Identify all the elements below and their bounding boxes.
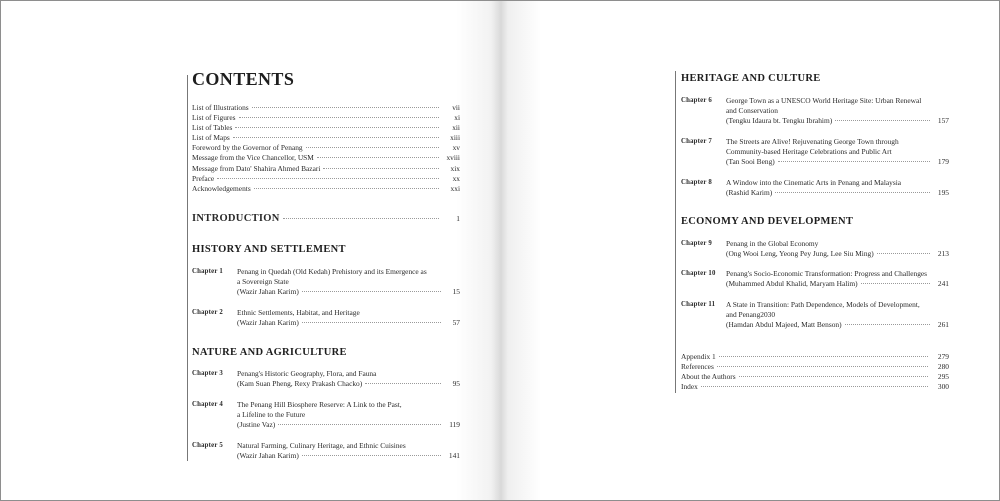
back-matter-entry: References 280 xyxy=(681,362,949,372)
chapter-label: Chapter 1 xyxy=(192,268,223,275)
chapter-label: Chapter 3 xyxy=(192,370,223,377)
chapter-title: Penang in the Global Economy xyxy=(726,239,819,248)
front-matter-entry: Foreword by the Governor of Penang xv xyxy=(192,143,460,153)
chapter-entry xyxy=(192,308,460,328)
chapter-entry xyxy=(681,137,949,167)
chapter-entry xyxy=(681,96,949,126)
chapter-title: George Town as a UNESCO World Heritage Site: Urban Renewal xyxy=(726,96,922,105)
chapter-label: Chapter 10 xyxy=(681,270,716,277)
chapter-page: 179 xyxy=(937,157,949,167)
chapter-entry xyxy=(681,178,949,198)
chapter-page: 15 xyxy=(452,287,460,297)
front-matter-entry: Preface xx xyxy=(192,173,460,183)
introduction-entry: INTRODUCTION 1 xyxy=(192,213,460,224)
chapter-page: 241 xyxy=(937,279,949,289)
left-page xyxy=(1,1,501,500)
section-heading: ECONOMY AND DEVELOPMENT xyxy=(681,216,854,227)
chapter-page: 195 xyxy=(937,188,949,198)
chapter-title: and Penang2030 xyxy=(726,310,776,320)
right-margin-rule xyxy=(675,71,676,393)
chapter-title: A Window into the Cinematic Arts in Penang and Malaysia xyxy=(726,178,902,187)
contents-title: CONTENTS xyxy=(192,69,295,89)
chapter-page: 95 xyxy=(452,379,460,389)
chapter-title: The Penang Hill Biosphere Reserve: A Link to the Past, xyxy=(237,400,402,409)
chapter-page: 57 xyxy=(452,318,460,328)
front-matter-entry: List of Maps xiii xyxy=(192,133,460,143)
section-heading: HERITAGE AND CULTURE xyxy=(681,73,821,84)
chapter-authors: (Wazir Jahan Karim) xyxy=(237,318,299,328)
chapter-page: 157 xyxy=(937,116,949,126)
chapter-authors: (Rashid Karim) xyxy=(726,188,773,198)
chapter-authors: (Muhammed Abdul Khalid, Maryam Halim) xyxy=(726,279,858,289)
section-heading: HISTORY AND SETTLEMENT xyxy=(192,244,346,255)
chapter-entry xyxy=(681,300,949,330)
chapter-label: Chapter 6 xyxy=(681,97,712,104)
chapter-authors: (Kam Suan Pheng, Rexy Prakash Chacko) xyxy=(237,379,363,389)
chapter-label: Chapter 2 xyxy=(192,309,223,316)
chapter-entry xyxy=(192,267,460,297)
front-matter-entry: Message from Dato' Shahira Ahmed Bazari xix xyxy=(192,163,460,173)
chapter-entry xyxy=(192,441,460,461)
chapter-page: 261 xyxy=(937,320,949,330)
chapter-entry xyxy=(192,369,460,389)
chapter-label: Chapter 8 xyxy=(681,179,712,186)
section-heading: NATURE AND AGRICULTURE xyxy=(192,347,347,358)
back-matter-entry: Index 300 xyxy=(681,382,949,392)
chapter-page: 119 xyxy=(449,420,460,430)
chapter-title: Natural Farming, Culinary Heritage, and Ethnic Cuisines xyxy=(237,441,406,450)
chapter-authors: (Ong Wooi Leng, Yeong Pey Jung, Lee Siu Ming) xyxy=(726,249,874,259)
left-margin-rule xyxy=(187,75,188,461)
chapter-entry xyxy=(681,239,949,259)
chapter-title: a Sovereign State xyxy=(237,277,289,287)
chapter-entry xyxy=(192,400,460,430)
chapter-entry xyxy=(681,269,949,289)
chapter-authors: (Tan Sooi Beng) xyxy=(726,157,775,167)
front-matter-entry: Message from the Vice Chancellor, USM xviii xyxy=(192,153,460,163)
front-matter-list xyxy=(192,103,460,194)
chapter-label: Chapter 11 xyxy=(681,301,716,308)
chapter-label: Chapter 7 xyxy=(681,138,712,145)
front-matter-entry: List of Illustrations vii xyxy=(192,103,460,112)
chapter-authors: (Tengku Idaura bt. Tengku Ibrahim) xyxy=(726,116,833,126)
chapter-authors: (Justine Vaz) xyxy=(237,420,276,430)
chapter-authors: (Wazir Jahan Karim) xyxy=(237,287,299,297)
chapter-title: Community-based Heritage Celebrations and Public Art xyxy=(726,147,892,157)
chapter-page: 213 xyxy=(937,249,949,259)
chapter-title: and Conservation xyxy=(726,106,778,116)
chapter-title: a Lifeline to the Future xyxy=(237,410,306,420)
chapter-label: Chapter 5 xyxy=(192,442,223,449)
front-matter-entry: List of Figures xi xyxy=(192,113,460,123)
chapter-title: Penang in Quedah (Old Kedah) Prehistory and its Emergence as xyxy=(237,267,427,276)
chapter-page: 141 xyxy=(448,451,460,461)
chapter-label: Chapter 9 xyxy=(681,240,712,247)
chapter-title: Ethnic Settlements, Habitat, and Heritage xyxy=(237,308,360,317)
back-matter-entry: About the Authors 295 xyxy=(681,372,949,382)
front-matter-entry: Acknowledgements xxi xyxy=(192,183,460,193)
chapter-title: The Streets are Alive! Rejuvenating George Town through xyxy=(726,137,899,146)
front-matter-entry: List of Tables xii xyxy=(192,123,460,133)
chapter-authors: (Hamdan Abdul Majeed, Matt Benson) xyxy=(726,320,842,330)
chapter-authors: (Wazir Jahan Karim) xyxy=(237,451,299,461)
chapter-title: Penang's Socio-Economic Transformation: Progress and Challenges xyxy=(726,269,928,278)
back-matter-entry: Appendix 1 279 xyxy=(681,352,949,361)
chapter-label: Chapter 4 xyxy=(192,401,223,408)
chapter-title: Penang's Historic Geography, Flora, and Fauna xyxy=(237,369,377,378)
chapter-title: A State in Transition: Path Dependence, Models of Development, xyxy=(726,300,920,309)
back-matter-list xyxy=(681,352,949,392)
